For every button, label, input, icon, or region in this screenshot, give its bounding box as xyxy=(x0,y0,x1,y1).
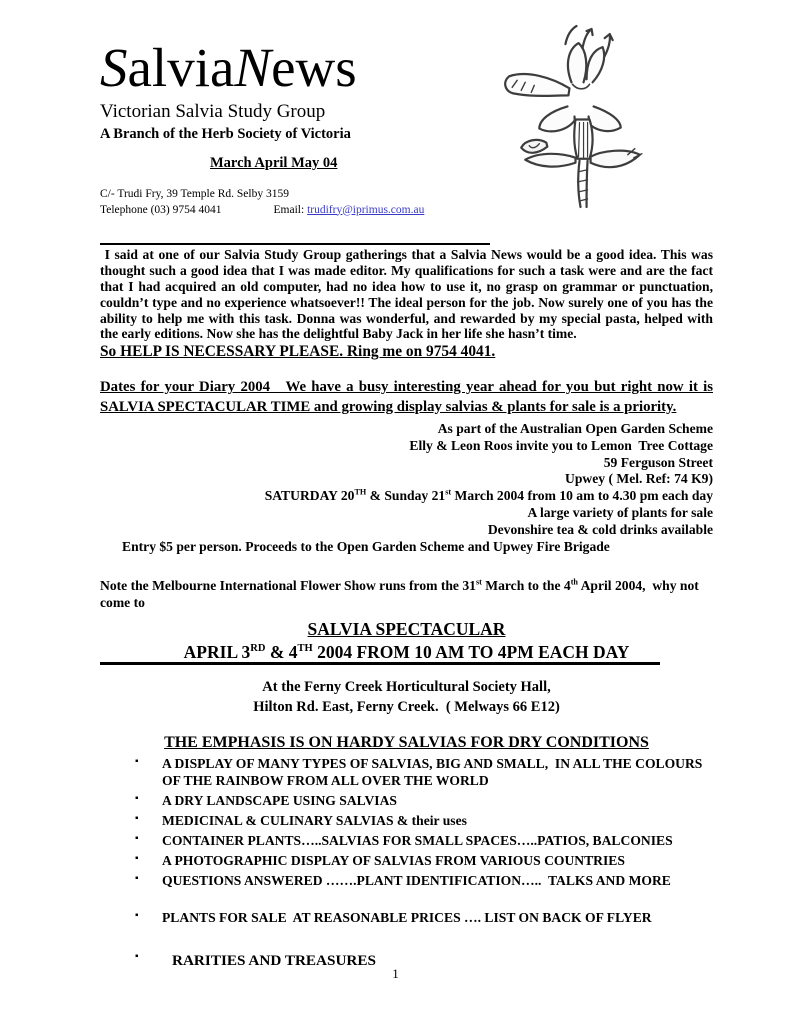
email-label: Email: xyxy=(273,203,308,216)
list-item: ▪ RARITIES AND TREASURES xyxy=(135,950,376,969)
dates-text: & 4 xyxy=(265,641,298,662)
spectacular-dates-line xyxy=(100,642,713,667)
contact-phone: Telephone (03) 9754 4041 xyxy=(100,203,222,216)
list-item: ▪ MEDICINAL & CULINARY SALVIAS & their uses xyxy=(135,813,467,829)
bullet-square-icon: ▪ xyxy=(135,950,139,962)
bullet-square-icon: ▪ xyxy=(135,909,139,921)
note-sup: th xyxy=(570,577,578,587)
email-link[interactable]: trudifry@iprimus.com.au xyxy=(307,203,425,216)
note-sup: st xyxy=(475,577,482,587)
list-item: ▪ CONTAINER PLANTS…..SALVIAS FOR SMALL SPACES…..PATIOS, BALCONIES xyxy=(135,833,673,848)
underline-bar xyxy=(100,662,660,665)
og-line-suburb: Upwey ( Mel. Ref: 74 K9) xyxy=(565,471,713,487)
divider-line xyxy=(100,243,490,245)
group-name: Victorian Salvia Study Group xyxy=(100,101,326,122)
venue-hall: At the Ferny Creek Horticultural Society Hall, xyxy=(262,678,551,695)
bullet-square-icon: ▪ xyxy=(135,793,139,805)
spectacular-title: SALVIA SPECTACULAR xyxy=(307,618,506,639)
emphasis-heading: THE EMPHASIS IS ON HARDY SALVIAS FOR DRY CONDITIONS xyxy=(164,734,649,752)
bullet-square-icon: ▪ xyxy=(135,852,139,864)
bullet-square-icon: ▪ xyxy=(135,813,139,825)
issue-date: March April May 04 xyxy=(210,155,338,171)
dates-text: 2004 FROM 10 AM TO 4PM EACH DAY xyxy=(312,641,630,662)
note-text: March to the 4 xyxy=(481,577,571,593)
flyer-bullet-list xyxy=(100,756,713,970)
salvia-flower-icon xyxy=(486,24,664,210)
og-dates-text: SATURDAY 20 xyxy=(264,488,355,504)
list-item: ▪ QUESTIONS ANSWERED …….PLANT IDENTIFICATION….. TALKS AND MORE xyxy=(135,872,671,888)
og-dates-text: March 2004 from 10 am to 4.30 pm each day xyxy=(451,488,713,504)
og-line-invite: Elly & Leon Roos invite you to Lemon Tree Cottage xyxy=(409,437,713,453)
title-segment: ews xyxy=(271,37,357,98)
bullet-square-icon: ▪ xyxy=(135,756,139,768)
diary-heading: Dates for your Diary 2004 We have a busy interesting year ahead for you but right now it is SALVIA SPECTACULAR TIME and growing display salvias & plants for sale is a priority. xyxy=(100,379,713,415)
og-dates-text: & Sunday 21 xyxy=(366,488,446,504)
note-text: April 2004, why not come to xyxy=(100,577,699,611)
dates-sup: TH xyxy=(297,643,313,655)
og-entry-fee-line: Entry $5 per person. Proceeds to the Open Garden Scheme and Upwey Fire Brigade xyxy=(122,538,610,554)
note-text: Note the Melbourne International Flower Show runs from the 31 xyxy=(100,577,476,593)
og-dates-sup: TH xyxy=(354,487,367,497)
list-item: ▪ A PHOTOGRAPHIC DISPLAY OF SALVIAS FROM VARIOUS COUNTRIES xyxy=(135,852,625,868)
title-segment: alvia xyxy=(127,37,235,98)
bullet-square-icon: ▪ xyxy=(135,872,139,884)
page-number: 1 xyxy=(392,966,399,981)
og-line-dates xyxy=(100,488,713,505)
venue-block xyxy=(100,678,713,717)
title-segment: N xyxy=(234,37,272,98)
og-line-tea: Devonshire tea & cold drinks available xyxy=(487,521,713,537)
og-dates-sup: st xyxy=(445,487,452,497)
intro-paragraph: I said at one of our Salvia Study Group gatherings that a Salvia News would be a good idea. This was thought such a good idea that I was made editor. My qualifications for such a task were and are the fact that I had acquired an old computer, had no idea how to use it, no grasp on grammar or punctuation, couldn’t type and no experience whatsoever!! The ideal person for the job. Now surely one of you has the ability to help me with this task. Donna was wonderful, and rewarded by my special pasta, helped with the early editions. Now she has the delightful Baby Jack in her life she hasn’t time. xyxy=(100,247,713,342)
contact-address: C/- Trudi Fry, 39 Temple Rd. Selby 3159 xyxy=(100,188,289,200)
og-line-scheme: As part of the Australian Open Garden Scheme xyxy=(437,420,713,436)
branch-line: A Branch of the Herb Society of Victoria xyxy=(100,126,351,142)
bullet-square-icon: ▪ xyxy=(135,833,139,844)
dates-text: APRIL 3 xyxy=(183,641,251,662)
dates-sup: RD xyxy=(250,643,266,655)
title-segment: S xyxy=(100,37,128,98)
og-line-street: 59 Ferguson Street xyxy=(603,454,713,470)
salvia-flower-illustration xyxy=(486,24,664,210)
og-line-plants: A large variety of plants for sale xyxy=(527,505,713,521)
open-garden-block xyxy=(100,421,713,556)
list-item: ▪ A DRY LANDSCAPE USING SALVIAS xyxy=(135,793,397,809)
flower-show-note xyxy=(100,577,713,612)
venue-address: Hilton Rd. East, Ferny Creek. ( Melways 66 E12) xyxy=(253,698,560,715)
list-item: ▪ PLANTS FOR SALE AT REASONABLE PRICES …. LIST ON BACK OF FLYER xyxy=(135,909,652,925)
list-item: ▪ A DISPLAY OF MANY TYPES OF SALVIAS, BIG AND SMALL, IN ALL THE COLOURS OF THE RAINBOW FROM ALL OVER THE WORLD xyxy=(135,756,703,789)
help-plea-line: So HELP IS NECESSARY PLEASE. Ring me on 9754 4041. xyxy=(100,343,496,361)
